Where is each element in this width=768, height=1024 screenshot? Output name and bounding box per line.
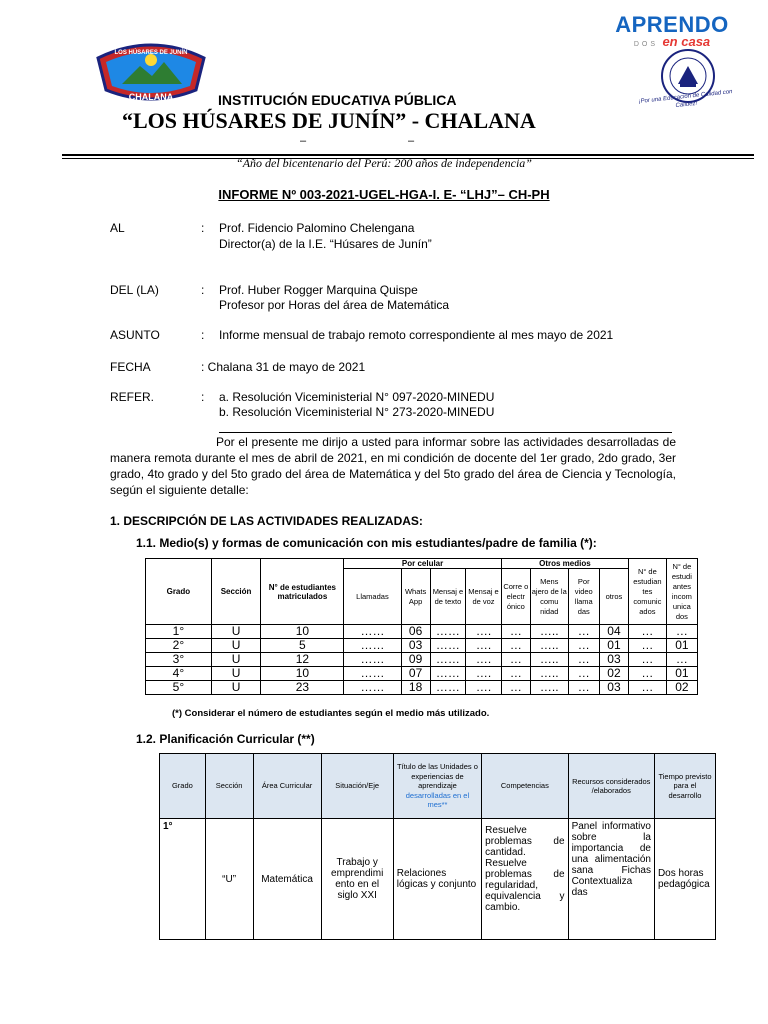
asunto-colon: : xyxy=(201,328,205,342)
communication-table xyxy=(145,558,698,695)
al-label: AL xyxy=(110,221,125,235)
table-cell: 01 xyxy=(666,667,697,681)
th-llamadas: Llamadas xyxy=(344,569,401,625)
table-cell: 09 xyxy=(401,653,430,667)
table-cell: ….. xyxy=(530,681,568,695)
table-cell: 10 xyxy=(261,625,344,639)
motto: “Año del bicentenario del Perú: 200 años de independencia” xyxy=(236,156,532,170)
table-cell: … xyxy=(666,625,697,639)
table-row xyxy=(146,667,698,681)
th-por-celular: Por celular xyxy=(344,559,501,569)
table-cell: … xyxy=(501,639,530,653)
table-cell: 03 xyxy=(599,653,628,667)
table-cell: … xyxy=(629,639,667,653)
separator-line xyxy=(219,432,672,433)
td2-seccion: “U” xyxy=(205,819,253,940)
table-cell: ….. xyxy=(530,639,568,653)
th-grado: Grado xyxy=(146,559,212,625)
del-colon: : xyxy=(201,283,205,297)
table-cell: 10 xyxy=(261,667,344,681)
th2-competencias: Competencias xyxy=(482,754,568,819)
td2-area: Matemática xyxy=(253,819,321,940)
table-cell: …… xyxy=(430,653,466,667)
table-cell: 12 xyxy=(261,653,344,667)
al-colon: : xyxy=(201,221,205,235)
th-mensajero: Mens ajero de la comu nidad xyxy=(530,569,568,625)
table-cell: … xyxy=(501,681,530,695)
del-label: DEL (LA) xyxy=(110,283,159,297)
table-cell: … xyxy=(629,653,667,667)
table-cell: … xyxy=(629,667,667,681)
table-cell: 04 xyxy=(599,625,628,639)
table-cell: 18 xyxy=(401,681,430,695)
table-cell: …. xyxy=(466,653,502,667)
td2-titulo: Relaciones lógicas y conjunto xyxy=(393,819,481,940)
th2-recursos: Recursos considerados /elaborados xyxy=(568,754,654,819)
table-cell: 3° xyxy=(146,653,212,667)
th2-grado: Grado xyxy=(160,754,206,819)
th-correo: Corre o electr ónico xyxy=(501,569,530,625)
th2-situacion: Situación/Eje xyxy=(321,754,393,819)
table-cell: ….. xyxy=(530,653,568,667)
refer-line2: b. Resolución Viceministerial N° 273-2020-MINEDU xyxy=(219,405,495,419)
table-cell: … xyxy=(629,681,667,695)
th-whatsapp: Whats App xyxy=(401,569,430,625)
table-cell: 01 xyxy=(666,639,697,653)
table-row xyxy=(160,819,716,940)
table-cell: U xyxy=(211,639,261,653)
th2-titulo-text: Título de las Unidades o experiencias de aprendizaje xyxy=(397,762,478,791)
table-cell: 03 xyxy=(401,639,430,653)
table-cell: …… xyxy=(430,639,466,653)
th-otros: otros xyxy=(599,569,628,625)
th2-seccion: Sección xyxy=(205,754,253,819)
th2-area: Área Curricular xyxy=(253,754,321,819)
th2-titulo-blue: desarrolladas en el mes** xyxy=(405,790,470,810)
table-cell: 5° xyxy=(146,681,212,695)
table-note: (*) Considerar el número de estudiantes según el medio más utilizado. xyxy=(172,708,490,719)
asunto-value: Informe mensual de trabajo remoto correspondiente al mes mayo de 2021 xyxy=(219,328,614,342)
table-cell: …… xyxy=(344,639,401,653)
table-cell: …… xyxy=(430,667,466,681)
th-mensaje-voz: Mensaj e de voz xyxy=(466,569,502,625)
table-cell: …… xyxy=(430,625,466,639)
table-cell: … xyxy=(568,681,599,695)
fecha-label: FECHA xyxy=(110,360,151,374)
table-cell: …… xyxy=(430,681,466,695)
curricular-planning-table xyxy=(159,753,716,940)
logo-text-bottom: CHALANA xyxy=(128,92,174,102)
dash-left: – xyxy=(300,135,307,147)
table-cell: 02 xyxy=(599,667,628,681)
td2-tiempo: Dos horas pedagógica xyxy=(654,819,715,940)
table-cell: … xyxy=(666,653,697,667)
table-cell: …… xyxy=(344,681,401,695)
table-cell: …. xyxy=(466,681,502,695)
th-seccion: Sección xyxy=(211,559,261,625)
table-cell: U xyxy=(211,667,261,681)
table-cell: …… xyxy=(344,667,401,681)
th-incomunicados: N° de estudi antes incom unica dos xyxy=(666,559,697,625)
table-cell: …… xyxy=(344,653,401,667)
td2-grado: 1° xyxy=(160,819,206,940)
del-line1: Prof. Huber Rogger Marquina Quispe xyxy=(219,283,418,297)
table-row xyxy=(146,625,698,639)
al-line1: Prof. Fidencio Palomino Chelengana xyxy=(219,221,415,235)
table-cell: 2° xyxy=(146,639,212,653)
del-line2: Profesor por Horas del área de Matemática xyxy=(219,298,450,312)
table-cell: … xyxy=(568,639,599,653)
table-cell: U xyxy=(211,653,261,667)
table-cell: 1° xyxy=(146,625,212,639)
aprendo-casa: en casa xyxy=(662,34,711,49)
th-matriculados: N° de estudiantes matriculados xyxy=(261,559,344,625)
fecha-value: : Chalana 31 de mayo de 2021 xyxy=(201,360,366,374)
refer-colon: : xyxy=(201,390,205,404)
table-cell: 23 xyxy=(261,681,344,695)
communication-table-body xyxy=(146,625,698,695)
table-row xyxy=(146,653,698,667)
al-line2: Director(a) de la I.E. “Húsares de Junín” xyxy=(219,237,432,251)
table-cell: ….. xyxy=(530,625,568,639)
th-comunicados: N° de estudian tes comunic ados xyxy=(629,559,667,625)
td2-situacion: Trabajo y emprendimi ento en el siglo XXI xyxy=(321,819,393,940)
table-cell: … xyxy=(568,667,599,681)
table-cell: 02 xyxy=(666,681,697,695)
school-name: “LOS HÚSARES DE JUNÍN” - CHALANA xyxy=(122,108,536,133)
aprendo-logo xyxy=(612,14,732,50)
table-cell: …. xyxy=(466,625,502,639)
aprendo-sub: DOS xyxy=(633,41,658,48)
logo-text-top: LOS HÚSARES DE JUNÍN xyxy=(114,50,188,56)
th-otros-medios: Otros medios xyxy=(501,559,628,569)
refer-line1: a. Resolución Viceministerial N° 097-2020-MINEDU xyxy=(219,390,495,404)
intro-paragraph xyxy=(110,434,676,498)
table-cell: 06 xyxy=(401,625,430,639)
table-cell: 5 xyxy=(261,639,344,653)
table-cell: …… xyxy=(344,625,401,639)
table-cell: U xyxy=(211,681,261,695)
table-cell: ….. xyxy=(530,667,568,681)
table-cell: … xyxy=(501,653,530,667)
asunto-label: ASUNTO xyxy=(110,328,160,342)
table-cell: … xyxy=(568,653,599,667)
table-cell: …. xyxy=(466,639,502,653)
school-logo xyxy=(92,38,210,106)
table-cell: U xyxy=(211,625,261,639)
table-cell: … xyxy=(501,667,530,681)
th-video: Por video llama das xyxy=(568,569,599,625)
institution-type: INSTITUCIÓN EDUCATIVA PÚBLICA xyxy=(218,92,457,108)
report-title-text: INFORME Nº 003-2021-UGEL-HGA-I. E- “LHJ”– CH-PH xyxy=(218,187,550,202)
dash-right: – xyxy=(408,135,415,147)
section-1-heading: 1. DESCRIPCIÓN DE LAS ACTIVIDADES REALIZADAS: xyxy=(110,514,423,528)
intro-paragraph-text: Por el presente me dirijo a usted para informar sobre las actividades desarrolladas de manera remota durante el mes de abril de 2021, en mi condición de docente del 1er grado, 2do grado, 3er grado, 4to grado y del 5to grado del área de Matemática y del 5to grado del área de Ciencia y Tecnología, según el siguiente detalle: xyxy=(110,435,676,497)
table-cell: … xyxy=(568,625,599,639)
table-cell: 03 xyxy=(599,681,628,695)
th2-tiempo: Tiempo previsto para el desarrollo xyxy=(654,754,715,819)
table-cell: 4° xyxy=(146,667,212,681)
table-cell: …. xyxy=(466,667,502,681)
table-cell: 01 xyxy=(599,639,628,653)
subsection-1-1-heading: 1.1. Medio(s) y formas de comunicación con mis estudiantes/padre de familia (*): xyxy=(136,536,597,550)
th-mensaje-texto: Mensaj e de texto xyxy=(430,569,466,625)
table-row xyxy=(146,639,698,653)
refer-label: REFER. xyxy=(110,390,155,404)
td2-recursos: Panel informativo sobre la importancia de una alimentación sana Fichas Contextualiza das xyxy=(568,819,654,940)
aprendo-title: APRENDO xyxy=(615,12,729,37)
table-cell: … xyxy=(501,625,530,639)
table-row xyxy=(146,681,698,695)
table-cell: … xyxy=(629,625,667,639)
seal-caption: ¡Por una Educación de Calidad con Calidez! xyxy=(638,89,733,110)
table-cell: 07 xyxy=(401,667,430,681)
subsection-1-2-heading: 1.2. Planificación Curricular (**) xyxy=(136,732,315,746)
td2-competencias: Resuelve problemas de cantidad. Resuelve problemas de regularidad, equivalencia y cambio. xyxy=(482,819,568,940)
report-title xyxy=(0,187,768,202)
th2-titulo xyxy=(393,754,481,819)
